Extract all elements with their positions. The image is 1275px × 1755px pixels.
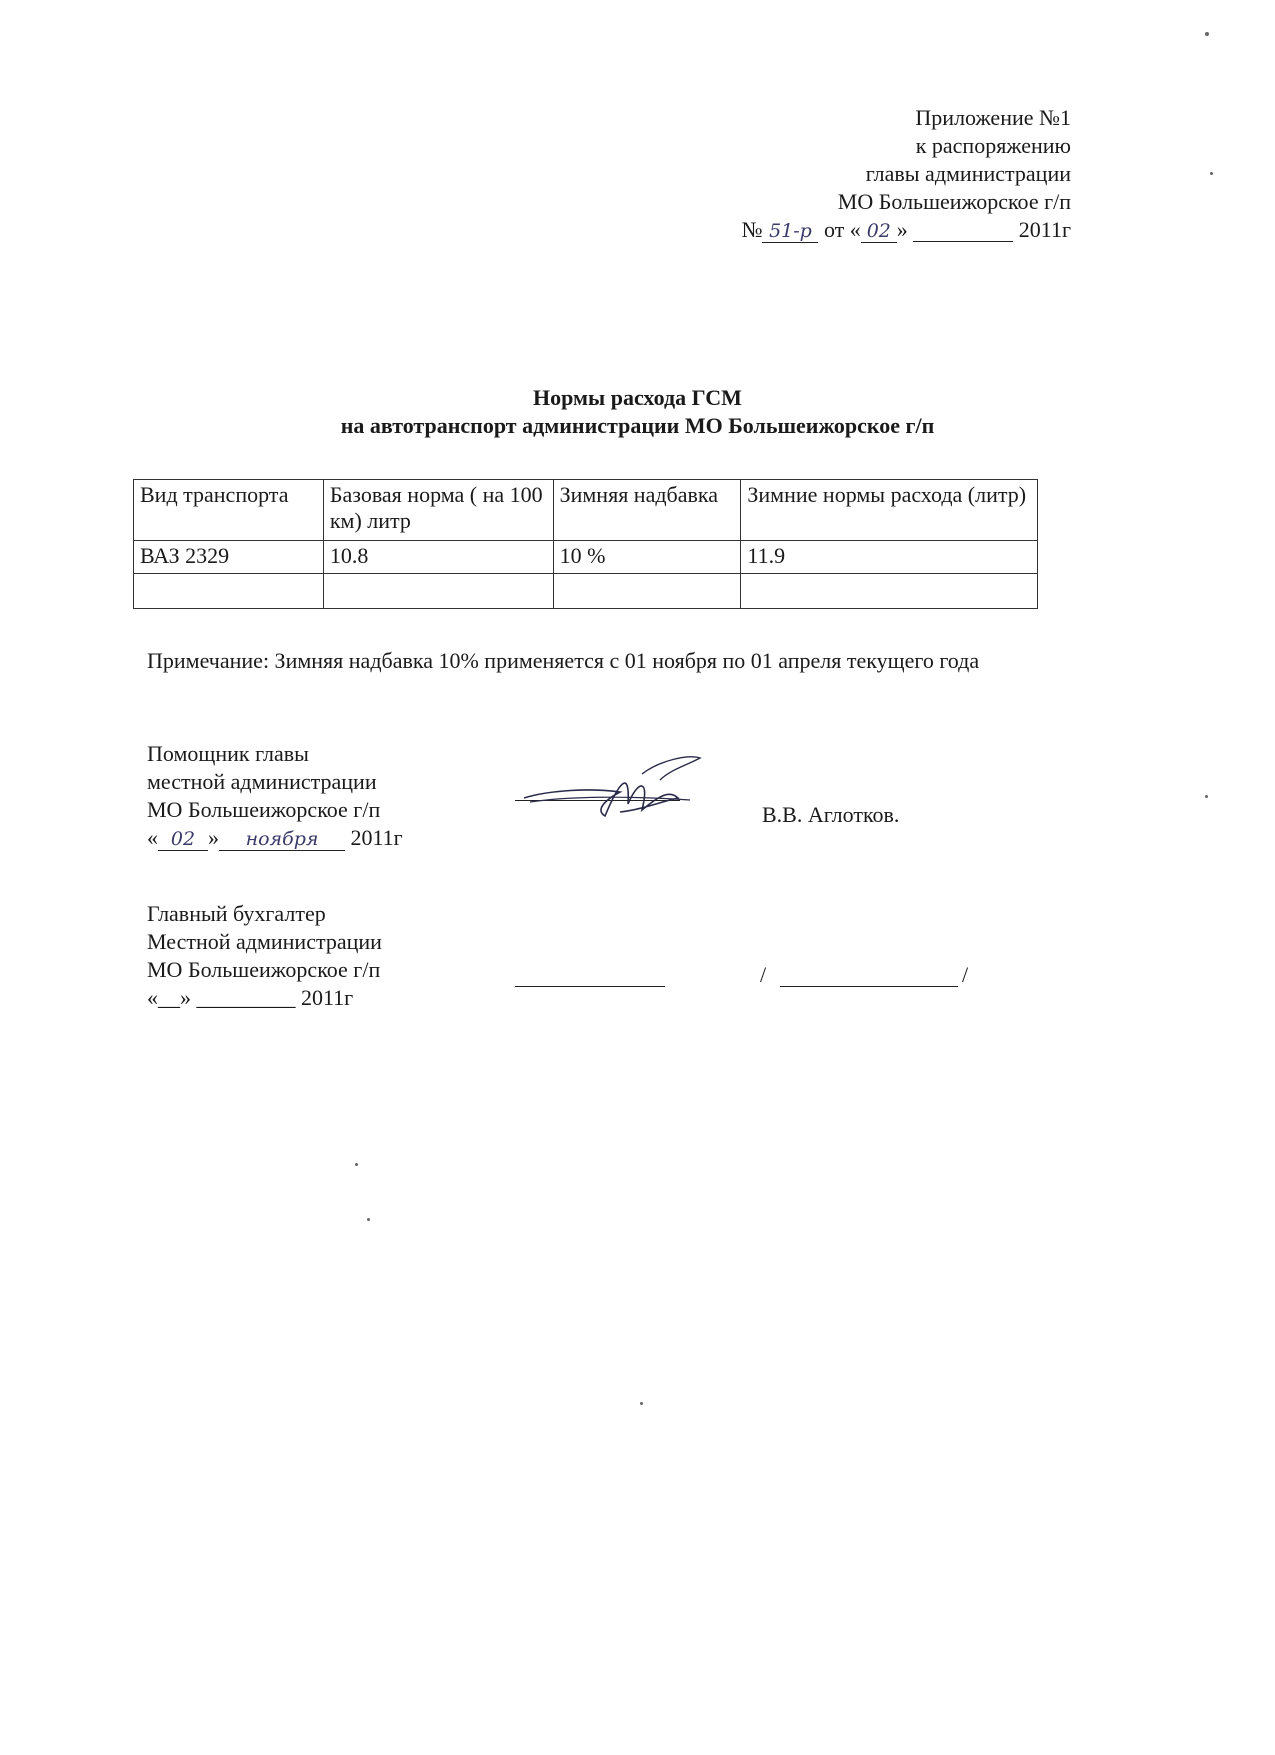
sig1-position: Помощник главы xyxy=(147,741,309,766)
appendix-year: 2011г xyxy=(1018,217,1071,242)
signatory-accountant xyxy=(147,900,382,1012)
sig2-position: Главный бухгалтер xyxy=(147,901,326,926)
table-cell xyxy=(553,574,741,609)
header-cell: Зимняя надбавка xyxy=(553,480,741,541)
table-cell xyxy=(134,574,324,609)
slash-open: / xyxy=(760,962,767,987)
title-line-2: на автотранспорт администрации МО Большеижорское г/п xyxy=(340,413,935,438)
table-header-row xyxy=(134,480,1038,541)
header-cell: Базовая норма ( на 100 км) литр xyxy=(323,480,553,541)
appendix-municipality: МО Большеижорское г/п xyxy=(837,189,1071,214)
blank-month-line xyxy=(913,219,1013,242)
sig1-date: « 02 » ноября 2011г xyxy=(147,825,403,850)
sig1-admin: местной администрации xyxy=(147,769,377,794)
name-line xyxy=(780,986,958,987)
scan-speck xyxy=(355,1163,358,1166)
table-cell: 11.9 xyxy=(741,541,1038,574)
appendix-title: Приложение №1 xyxy=(915,105,1071,130)
scan-speck xyxy=(367,1218,370,1221)
sig2-date: «__» _________ 2011г xyxy=(147,985,354,1010)
scan-speck xyxy=(1205,795,1208,798)
table-row xyxy=(134,541,1038,574)
document-title xyxy=(0,384,1275,440)
title-line-1: Нормы расхода ГСМ xyxy=(533,385,742,410)
sig1-name: В.В. Аглотков. xyxy=(762,802,900,827)
appendix-head-admin: главы администрации xyxy=(865,161,1071,186)
table-cell: 10.8 xyxy=(323,541,553,574)
appendix-number-date: № 51-р от « 02 » 2011г xyxy=(741,217,1071,242)
sig2-municipality: МО Большеижорское г/п xyxy=(147,957,381,982)
table-row xyxy=(134,574,1038,609)
slash-close: / xyxy=(962,962,969,987)
handwritten-signature xyxy=(510,740,720,830)
header-cell: Вид транспорта xyxy=(134,480,324,541)
scan-speck xyxy=(640,1402,643,1405)
header-cell: Зимние нормы расхода (литр) xyxy=(741,480,1038,541)
signature-line xyxy=(515,986,665,987)
table-cell xyxy=(741,574,1038,609)
fuel-norms-table xyxy=(133,479,1038,609)
handwritten-day: 02 xyxy=(158,828,208,851)
sig2-admin: Местной администрации xyxy=(147,929,382,954)
scan-speck xyxy=(1210,172,1213,175)
scan-speck xyxy=(1205,32,1209,36)
handwritten-order-number: 51-р xyxy=(762,220,818,243)
handwritten-day: 02 xyxy=(861,220,897,243)
signatory-assistant xyxy=(147,740,403,852)
note-text: Примечание: Зимняя надбавка 10% применяется с 01 ноября по 01 апреля текущего года xyxy=(147,648,980,673)
table-cell: ВАЗ 2329 xyxy=(134,541,324,574)
appendix-order-ref: к распоряжению xyxy=(915,133,1071,158)
sig1-municipality: МО Большеижорское г/п xyxy=(147,797,381,822)
table-cell xyxy=(323,574,553,609)
appendix-header xyxy=(741,104,1071,244)
table-cell: 10 % xyxy=(553,541,741,574)
handwritten-month: ноября xyxy=(219,828,345,851)
